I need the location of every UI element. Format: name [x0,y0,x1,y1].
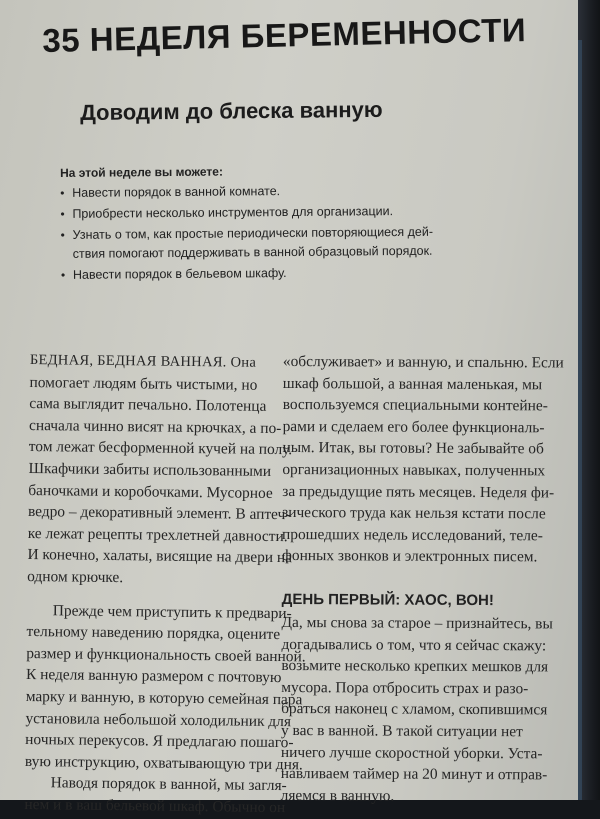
body-line: И конечно, халаты, висящие на двери на [27,546,293,567]
body-line: за предыдущие пять месяцев. Неделя фи- [282,482,555,501]
day-heading: ДЕНЬ ПЕРВЫЙ: ХАОС, ВОН! [281,590,494,610]
body-line: Наводя порядок в ванной, мы загля- [50,774,287,795]
list-item: • Навести порядок в бельевом шкафу. [59,262,529,285]
right-column [281,351,575,808]
intro-box [58,162,529,287]
page-edge-background [578,0,600,800]
body-line: прошедших недель исследований, теле- [281,525,543,545]
body-line: баночками и коробочками. Мусорное [28,481,273,502]
body-line: воспользуемся специальными контейне- [282,396,548,415]
body-line: Да, мы снова за старое – признайтесь, вы [281,613,553,633]
edge-sheen [578,40,582,800]
body-line: возьмите несколько крепких мешков для [281,657,549,676]
body-line: у вас в ванной. В такой ситуации нет [280,721,523,741]
list-item: • Узнать о том, как простые периодически повторяющиеся дей- [59,222,529,245]
body-line: ночных перекусов. Я предлагаю пошаго- [25,731,294,752]
body-line: тельному наведению порядка, оцените [26,623,281,644]
body-line: К неделя ванную размером с почтовую [25,666,282,687]
body-line: установила небольшой холодильник для [25,709,292,730]
body-line: марку и ванную, в которую семейная пара [25,687,303,709]
intro-list [58,180,529,285]
body-line: том лежат бесформенной кучей на полу. [28,438,293,459]
list-item: • Навести порядок в ванной комнате. [58,180,528,203]
bullet-icon: • [60,206,65,221]
paragraph-gap [282,567,574,590]
body-line: навливаем таймер на 20 минут и отправ- [280,765,548,784]
body-line: БЕДНАЯ, БЕДНАЯ ВАННАЯ. Она [29,351,257,371]
body-line: ке лежат рецепты трехлетней давности. [27,524,288,545]
body-line: помогает людям быть чистыми, но [29,373,258,394]
body-line: одном крючке. [27,567,124,587]
body-line: мусора. Пора отбросить страх и разо- [281,678,529,698]
body-line: рами и сделаем его более функциональ- [282,417,545,437]
body-line: ляемся в ванную. [280,786,395,805]
body-line: «обслуживает» и ванную, и спальню. Если [282,352,564,372]
body-line: фонных звонков и электронных писем. [281,547,538,566]
bullet-icon: • [60,227,65,242]
section-title: Доводим до блеска ванную [80,96,383,125]
body-line: размер и функциональность своей ванной. [26,644,306,666]
body-line: ничего лучше скоростной уборки. Уста- [280,743,543,762]
body-line: ведро – декоративный элемент. В аптеч- [27,503,291,524]
intro-heading: На этой неделе вы можете: [59,164,223,180]
body-line: браться наконец с хламом, скопившимся [281,700,548,719]
body-line: ным. Итак, вы готовы? Не забывайте об [282,439,544,458]
chapter-title: 35 НЕДЕЛЯ БЕРЕМЕННОСТИ [42,11,527,59]
bullet-icon: • [60,267,66,282]
body-line: зического труда как нельзя кстати после [282,504,546,523]
list-item-continuation: ствия помогают поддерживать в ванной образцовый порядок. [72,243,433,261]
left-column [24,350,306,818]
body-line: шкаф большой, а ванная маленькая, мы [282,374,543,393]
body-line: организационных навыках, полученных [282,460,546,480]
body-line: Шкафчики забиты использованными [28,459,272,480]
body-line: догадывались о том, что я сейчас скажу: [281,635,547,654]
body-line: вую инструкцию, охватывающую три дня. [24,752,303,774]
body-line: сначала чинно висят на крючках, а по- [28,416,282,437]
body-line: нем и в ваш бельевой шкаф. Обычно он [24,795,286,817]
body-line: Прежде чем приступить к предвари- [52,601,292,622]
bullet-icon: • [60,185,65,200]
list-item: • Приобрести несколько инструментов для организации. [58,201,528,224]
body-line: сама выглядит печально. Полотенца [29,395,267,416]
